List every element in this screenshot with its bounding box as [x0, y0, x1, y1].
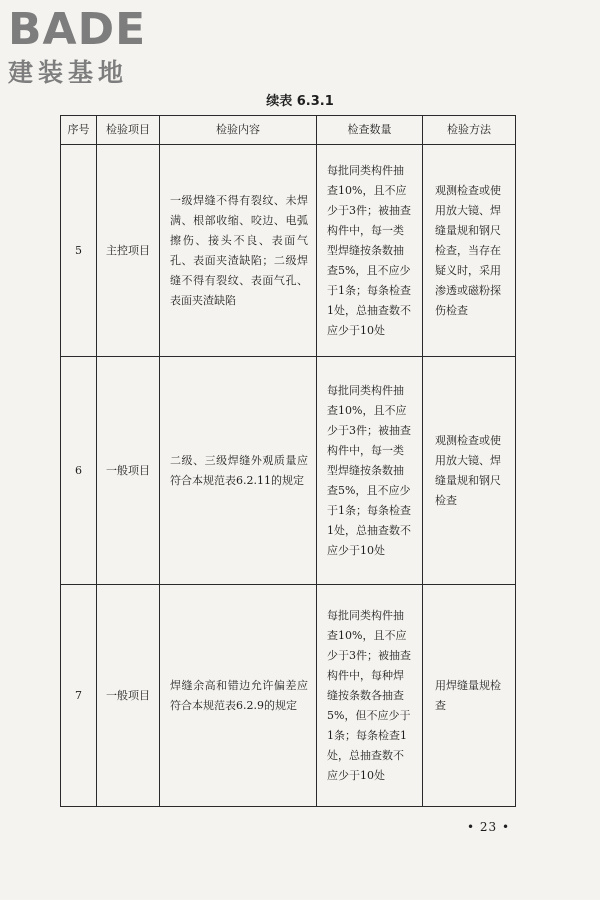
row-item: 一般项目 — [97, 357, 160, 585]
row-serial: 7 — [61, 585, 97, 807]
table-row — [61, 585, 516, 807]
row-serial: 5 — [61, 145, 97, 357]
row-quantity: 每批同类构件抽查10%，且不应少于3件；被抽查构件中，每一类型焊缝按条数抽查5%，且不应少于1条；每条检查1处，总抽查数不应少于10处 — [317, 145, 423, 357]
row-content: 焊缝余高和错边允许偏差应符合本规范表6.2.9的规定 — [160, 585, 317, 807]
row-content: 二级、三级焊缝外观质量应符合本规范表6.2.11的规定 — [160, 357, 317, 585]
logo-subtitle: 建装基地 — [8, 58, 129, 87]
table-header-row — [61, 116, 516, 145]
header-serial: 序号 — [61, 116, 97, 145]
table-row — [61, 357, 516, 585]
header-item: 检验项目 — [97, 116, 160, 145]
bade-logo — [8, 6, 188, 88]
inspection-table — [60, 115, 516, 807]
header-content: 检验内容 — [160, 116, 317, 145]
logo-wordmark: BADE — [8, 4, 147, 55]
row-method: 观测检查或使用放大镜、焊缝量规和钢尺检查 — [423, 357, 516, 585]
header-method: 检验方法 — [423, 116, 516, 145]
row-serial: 6 — [61, 357, 97, 585]
row-item: 一般项目 — [97, 585, 160, 807]
row-quantity: 每批同类构件抽查10%，且不应少于3件；被抽查构件中，每一类型焊缝按条数抽查5%，且不应少于1条；每条检查1处，总抽查数不应少于10处 — [317, 357, 423, 585]
row-content: 一级焊缝不得有裂纹、未焊满、根部收缩、咬边、电弧擦伤、接头不良、表面气孔、表面夹渣缺陷；二级焊缝不得有裂纹、表面气孔、表面夹渣缺陷 — [160, 145, 317, 357]
row-quantity: 每批同类构件抽查10%，且不应少于3件；被抽查构件中，每种焊缝按条数各抽查5%，但不应少于1条；每条检查1处，总抽查数不应少于10处 — [317, 585, 423, 807]
header-quantity: 检查数量 — [317, 116, 423, 145]
row-item: 主控项目 — [97, 145, 160, 357]
page-number: • 23 • — [467, 820, 511, 834]
table-row — [61, 145, 516, 357]
row-method: 用焊缝量规检查 — [423, 585, 516, 807]
row-method: 观测检查或使用放大镜、焊缝量规和钢尺检查，当存在疑义时，采用渗透或磁粉探伤检查 — [423, 145, 516, 357]
table-caption: 续表 6.3.1 — [266, 94, 334, 109]
